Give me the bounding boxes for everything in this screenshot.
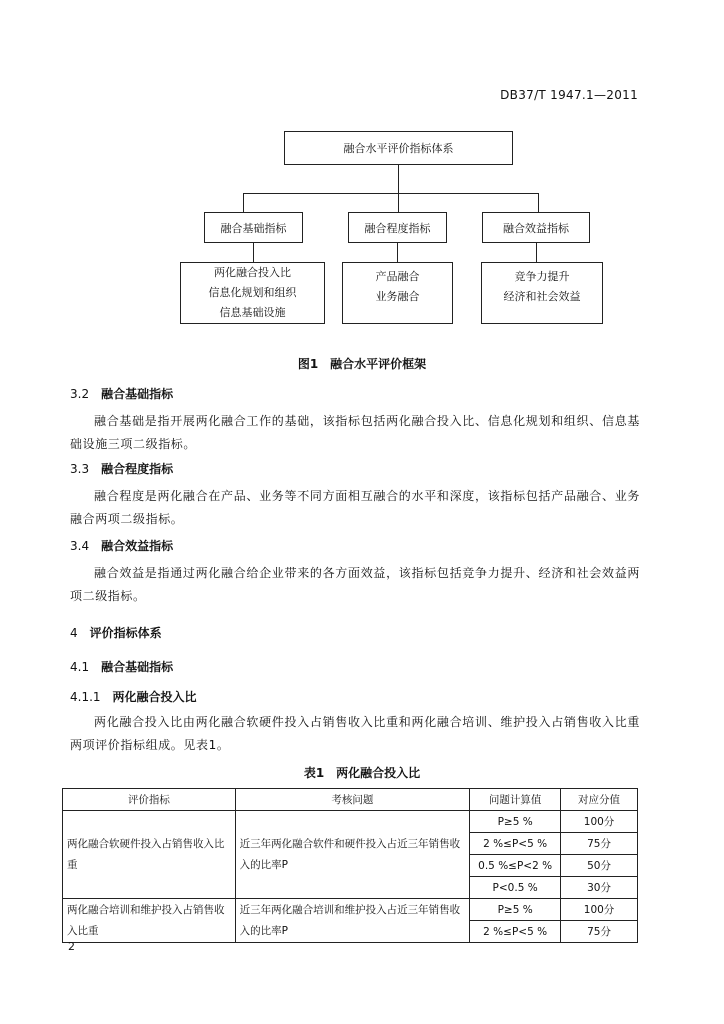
figure-caption: 图1 融合水平评价框架 <box>297 357 427 371</box>
calc-value-cell: P≥5 % <box>470 899 561 921</box>
table-header-cell: 问题计算值 <box>470 789 561 811</box>
section-title: 融合效益指标 <box>101 539 174 553</box>
diagram-level1-label: 融合程度指标 <box>364 221 431 235</box>
section-paragraph: 融合程度是两化融合在产品、业务等不同方面相互融合的水平和深度，该指标包括产品融合、业务融合两项二级指标。 <box>70 489 640 526</box>
calc-value-cell: P≥5 % <box>470 811 561 833</box>
indicator-cell: 两化融合培训和维护投入占销售收入比重 <box>63 899 236 943</box>
table-header-row <box>63 789 638 811</box>
diagram-level2-label: 信息化规划和组织 <box>208 286 297 299</box>
diagram-level2-label: 竞争力提升 <box>514 270 570 283</box>
diagram-level2-label: 业务融合 <box>375 290 420 303</box>
section-title: 评价指标体系 <box>89 626 162 640</box>
score-cell: 100分 <box>561 899 638 921</box>
calc-value-cell: 2 %≤P<5 % <box>470 833 561 855</box>
diagram-level1-box <box>348 212 447 243</box>
score-cell: 30分 <box>561 877 638 899</box>
question-cell: 近三年两化融合软件和硬件投入占近三年销售收入的比率P <box>235 811 470 899</box>
section-heading <box>70 658 173 675</box>
section-title: 融合基础指标 <box>101 387 174 401</box>
table-caption: 表1 两化融合投入比 <box>303 766 421 780</box>
score-cell: 75分 <box>561 833 638 855</box>
section-paragraph: 融合基础是指开展两化融合工作的基础，该指标包括两化融合投入比、信息化规划和组织、信息基础设施三项二级指标。 <box>70 414 640 451</box>
connector <box>538 193 539 212</box>
diagram-level1-label: 融合基础指标 <box>220 221 287 235</box>
section-heading <box>70 624 162 641</box>
page-number: 2 <box>68 940 75 953</box>
calc-value-cell: 2 %≤P<5 % <box>470 921 561 943</box>
document-code: DB37/T 1947.1—2011 <box>500 88 638 102</box>
table-header-cell: 评价指标 <box>63 789 236 811</box>
table-header-cell: 考核问题 <box>235 789 470 811</box>
section-heading <box>70 688 197 705</box>
section-number: 3.3 <box>70 462 90 476</box>
connector <box>536 243 537 262</box>
section-heading <box>70 537 173 554</box>
section-number: 3.4 <box>70 539 90 553</box>
score-cell: 100分 <box>561 811 638 833</box>
connector <box>398 193 399 212</box>
connector <box>398 165 399 193</box>
section-paragraph: 两化融合投入比由两化融合软硬件投入占销售收入比重和两化融合培训、维护投入占销售收入比重两项评价指标组成。见表1。 <box>70 715 640 752</box>
section-heading <box>70 460 173 477</box>
section-number: 4.1.1 <box>70 690 101 704</box>
section-paragraph: 融合效益是指通过两化融合给企业带来的各方面效益，该指标包括竞争力提升、经济和社会效益两项二级指标。 <box>70 566 640 603</box>
diagram-level2-label: 两化融合投入比 <box>214 266 291 279</box>
section-title: 融合程度指标 <box>101 462 174 476</box>
table-header-cell: 对应分值 <box>561 789 638 811</box>
diagram-level1-label: 融合效益指标 <box>503 221 569 235</box>
table-row <box>63 899 638 921</box>
connector <box>253 243 254 262</box>
section-number: 4.1 <box>70 660 90 674</box>
diagram-level2-box <box>342 262 453 324</box>
score-cell: 75分 <box>561 921 638 943</box>
investment-ratio-table <box>62 788 638 943</box>
table-row <box>63 811 638 833</box>
score-cell: 50分 <box>561 855 638 877</box>
calc-value-cell: 0.5 %≤P<2 % <box>470 855 561 877</box>
indicator-cell: 两化融合软硬件投入占销售收入比重 <box>63 811 236 899</box>
diagram-level2-box <box>180 262 325 324</box>
section-title: 融合基础指标 <box>101 660 174 674</box>
diagram-level2-label: 经济和社会效益 <box>503 290 581 303</box>
connector <box>397 243 398 262</box>
diagram-level2-label: 产品融合 <box>375 270 420 283</box>
question-cell: 近三年两化融合培训和维护投入占近三年销售收入的比率P <box>235 899 470 943</box>
section-heading <box>70 385 173 402</box>
diagram-level1-box <box>482 212 590 243</box>
connector <box>243 193 538 194</box>
diagram-level1-box <box>204 212 303 243</box>
diagram-level2-label: 信息基础设施 <box>219 306 286 319</box>
section-number: 4 <box>70 626 78 640</box>
diagram-root-label: 融合水平评价指标体系 <box>343 142 454 155</box>
section-title: 两化融合投入比 <box>112 690 197 704</box>
calc-value-cell: P<0.5 % <box>470 877 561 899</box>
connector <box>243 193 244 212</box>
diagram-level2-box <box>481 262 603 324</box>
section-number: 3.2 <box>70 387 90 401</box>
diagram-root-box <box>284 131 513 165</box>
